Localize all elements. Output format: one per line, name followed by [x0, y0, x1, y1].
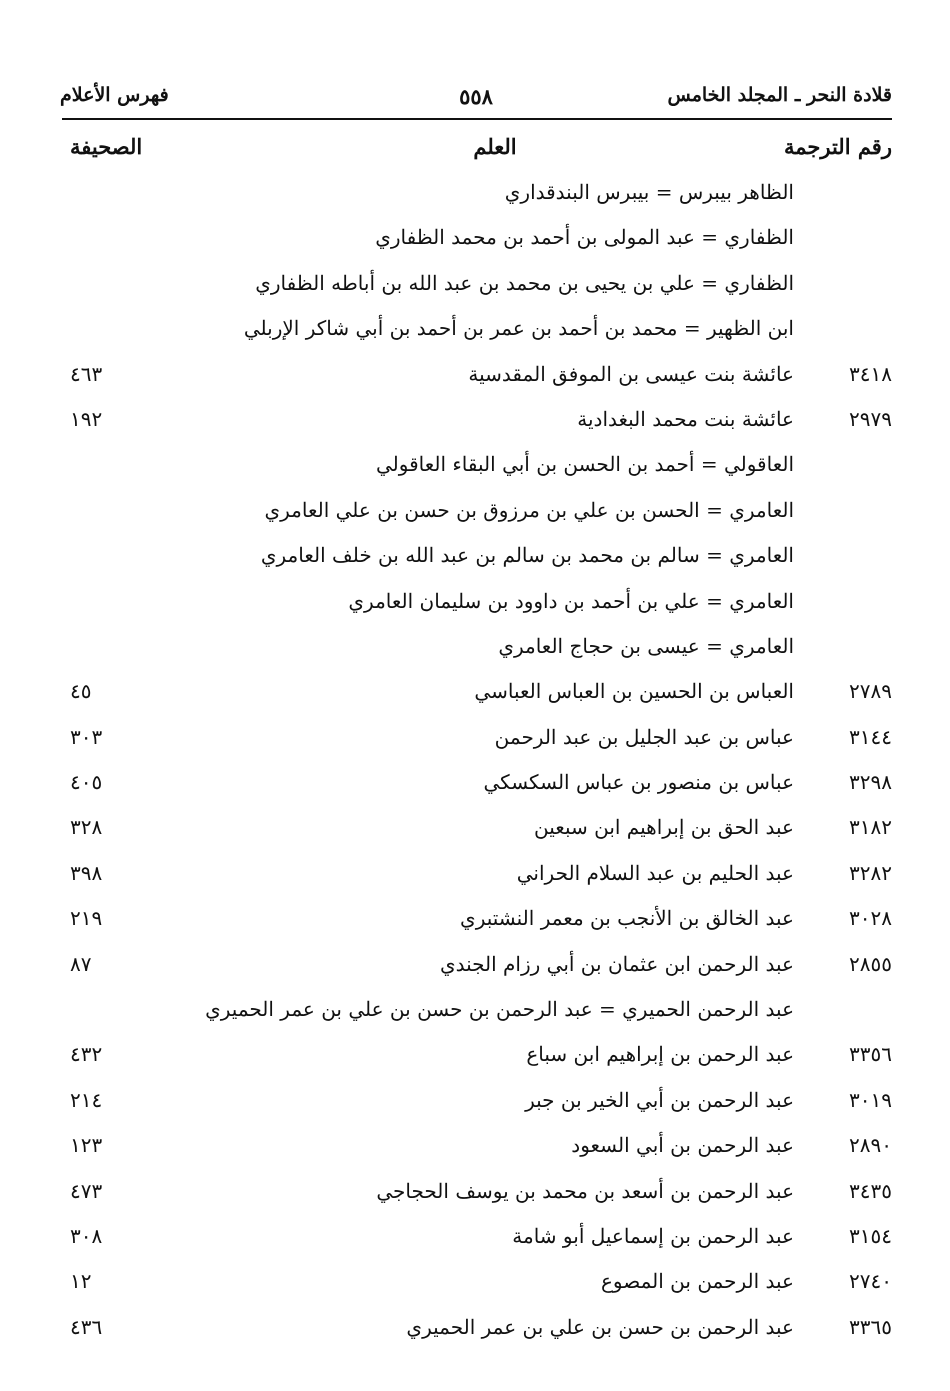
- entry-page: ١٢٣: [70, 1133, 103, 1158]
- index-row: [0, 948, 950, 993]
- entry-name: عبد الرحمن بن المصوع: [601, 1269, 794, 1294]
- entry-page: ٣٢٨: [70, 815, 103, 840]
- entry-name: العامري = الحسن بن علي بن مرزوق بن حسن بن علي العامري: [264, 497, 794, 522]
- column-header-page: الصحيفة: [70, 134, 143, 159]
- entry-page: ٤٥: [70, 679, 92, 704]
- entry-page: ٢١٤: [70, 1087, 103, 1112]
- index-row: [0, 539, 950, 584]
- index-row: [0, 176, 950, 221]
- entry-name: الظفاري = عبد المولى بن أحمد بن محمد الظفاري: [375, 225, 794, 250]
- entry-number: ٣٣٥٦: [849, 1042, 892, 1067]
- index-row: [0, 766, 950, 811]
- index-row: [0, 993, 950, 1038]
- entry-page: ٤٣٦: [70, 1314, 103, 1339]
- entry-name: عبد الرحمن بن أبي الخير بن جبر: [525, 1087, 794, 1112]
- entry-number: ٣٣٦٥: [849, 1314, 892, 1339]
- entry-name: ابن الظهير = محمد بن أحمد بن عمر بن أحمد بن أبي شاكر الإربلي: [243, 316, 794, 341]
- entry-name: عباس بن عبد الجليل بن عبد الرحمن: [494, 724, 794, 749]
- entry-page: ٢١٩: [70, 906, 103, 931]
- index-row: [0, 721, 950, 766]
- index-row: [0, 1175, 950, 1220]
- index-row: [0, 1084, 950, 1129]
- entry-name: عائشة بنت محمد البغدادية: [577, 406, 794, 431]
- entry-name: عبد الرحمن ابن عثمان بن أبي رزام الجندي: [439, 951, 794, 976]
- entry-name: العامري = علي بن أحمد بن داوود بن سليمان العامري: [348, 588, 794, 613]
- entry-page: ٣٩٨: [70, 860, 103, 885]
- entry-name: العامري = سالم بن محمد بن سالم بن عبد الله بن خلف العامري: [260, 543, 794, 568]
- index-row: [0, 675, 950, 720]
- entry-page: ١٩٢: [70, 406, 103, 431]
- entry-number: ٢٩٧٩: [849, 406, 892, 431]
- entry-number: ٢٧٤٠: [849, 1269, 892, 1294]
- entry-name: عبد الرحمن بن حسن بن علي بن عمر الحميري: [406, 1314, 794, 1339]
- entry-number: ٣٢٨٢: [849, 860, 892, 885]
- index-table: [0, 176, 950, 1356]
- entry-number: ٣٤١٨: [849, 361, 892, 386]
- entry-name: عبد الحليم بن عبد السلام الحراني: [516, 860, 794, 885]
- entry-number: ٣١٥٤: [849, 1223, 892, 1248]
- entry-number: ٢٧٨٩: [849, 679, 892, 704]
- index-row: [0, 857, 950, 902]
- entry-number: ٣٢٩٨: [849, 770, 892, 795]
- entry-page: ١٢: [70, 1269, 92, 1294]
- index-row: [0, 630, 950, 675]
- entry-number: ٢٨٥٥: [849, 951, 892, 976]
- index-row: [0, 494, 950, 539]
- entry-number: ٣٠١٩: [849, 1087, 892, 1112]
- index-row: [0, 312, 950, 357]
- index-row: [0, 1265, 950, 1310]
- entry-name: عبد الرحمن بن أبي السعود: [571, 1133, 794, 1158]
- entry-number: ٢٨٩٠: [849, 1133, 892, 1158]
- entry-name: عبد الرحمن بن إسماعيل أبو شامة: [512, 1223, 794, 1248]
- entry-name: عبد الرحمن الحميري = عبد الرحمن بن حسن بن علي بن عمر الحميري: [205, 997, 794, 1022]
- running-header: [60, 84, 892, 114]
- entry-name: الظفاري = علي بن يحيى بن محمد بن عبد الله بن أباطه الظفاري: [255, 270, 794, 295]
- page-number: ٥٥٨: [459, 84, 493, 109]
- entry-number: ٣١٤٤: [849, 724, 892, 749]
- entry-name: عائشة بنت عيسى بن الموفق المقدسية: [468, 361, 794, 386]
- entry-page: ٤٠٥: [70, 770, 103, 795]
- column-header-name: العلم: [473, 134, 517, 159]
- index-row: [0, 448, 950, 493]
- entry-name: الظاهر بيبرس = بيبرس البندقداري: [504, 180, 794, 204]
- entry-page: ٤٧٣: [70, 1178, 103, 1203]
- column-header-entry-number: رقم الترجمة: [783, 134, 892, 159]
- header-rule: [62, 118, 892, 120]
- entry-number: ٣٠٢٨: [849, 906, 892, 931]
- entry-name: العاقولي = أحمد بن الحسن بن أبي البقاء العاقولي: [376, 452, 794, 477]
- entry-page: ٣٠٣: [70, 724, 103, 749]
- entry-name: عبد الخالق بن الأنجب بن معمر النشتبري: [460, 906, 794, 931]
- index-row: [0, 221, 950, 266]
- entry-number: ٣١٨٢: [849, 815, 892, 840]
- index-row: [0, 1220, 950, 1265]
- entry-name: العباس بن الحسين بن العباس العباسي: [474, 679, 794, 704]
- entry-page: ٤٣٢: [70, 1042, 103, 1067]
- index-row: [0, 902, 950, 947]
- index-row: [0, 267, 950, 312]
- index-row: [0, 1311, 950, 1356]
- entry-name: عبد الحق بن إبراهيم ابن سبعين: [534, 815, 794, 840]
- index-row: [0, 811, 950, 856]
- entry-name: عبد الرحمن بن أسعد بن محمد بن يوسف الحجاجي: [376, 1178, 794, 1203]
- book-title: قلادة النحر ـ المجلد الخامس: [667, 84, 892, 106]
- index-row: [0, 1038, 950, 1083]
- section-title: فهرس الأعلام: [60, 84, 169, 106]
- index-row: [0, 1129, 950, 1174]
- entry-name: عبد الرحمن بن إبراهيم ابن سباع: [526, 1042, 794, 1067]
- entry-name: العامري = عيسى بن حجاج العامري: [498, 633, 794, 658]
- index-row: [0, 585, 950, 630]
- entry-name: عباس بن منصور بن عباس السكسكي: [483, 770, 794, 795]
- index-row: [0, 358, 950, 403]
- entry-page: ٣٠٨: [70, 1223, 103, 1248]
- entry-number: ٣٤٣٥: [849, 1178, 892, 1203]
- index-row: [0, 403, 950, 448]
- entry-page: ٨٧: [70, 951, 92, 976]
- entry-page: ٤٦٣: [70, 361, 103, 386]
